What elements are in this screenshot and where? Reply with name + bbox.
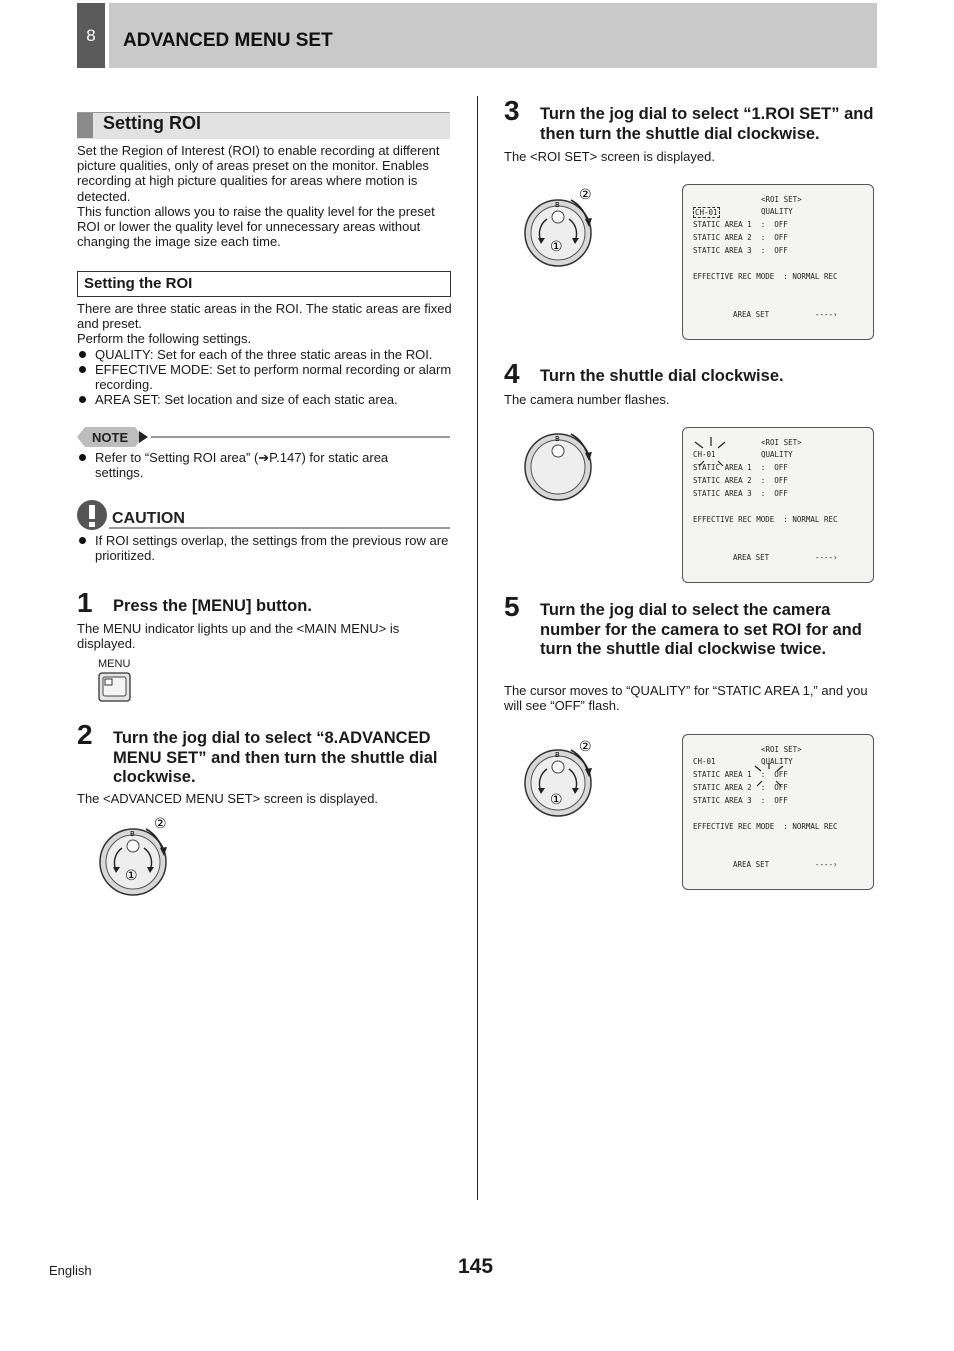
step-4-title: Turn the shuttle dial clockwise. — [540, 367, 784, 385]
intro-text — [77, 143, 451, 249]
note-badge-label: NOTE — [92, 430, 129, 445]
step-3-title: Turn the jog dial to select “1.ROI SET” and then turn the shuttle dial clockwise. — [540, 105, 874, 143]
section-heading-marker — [77, 113, 93, 138]
caution-header — [77, 500, 451, 532]
menu-button-icon — [98, 672, 132, 702]
step-5-desc: The cursor moves to “QUALITY” for “STATIC AREA 1,” and you will see “OFF” flash. — [504, 683, 868, 714]
svg-text:B: B — [555, 201, 560, 209]
svg-text:B: B — [555, 435, 560, 443]
dial-label-two: ② — [579, 187, 592, 203]
step-2-title: Turn the jog dial to select “8.ADVANCED MENU SET” and then turn the shuttle dial clockwise. — [113, 729, 438, 786]
note-header — [77, 426, 451, 448]
note-item: Refer to “Setting ROI area” (➔P.147) for static area settings. — [77, 450, 437, 480]
svg-text:B: B — [130, 830, 135, 838]
dial-label-one: ① — [125, 868, 138, 884]
menu-button-label: MENU — [98, 658, 131, 670]
step-1-number: 1 — [77, 587, 93, 618]
list-item: QUALITY: Set for each of the three static areas in the ROI. — [77, 347, 453, 362]
jog-shuttle-dial-icon — [521, 737, 601, 823]
note-arrow-icon — [139, 431, 148, 443]
shuttle-dial-icon — [521, 425, 601, 505]
dial-label-two: ② — [154, 816, 167, 832]
chapter-number: 8 — [77, 3, 105, 68]
caution-label: CAUTION — [112, 510, 185, 527]
step-5-title: Turn the jog dial to select the camera number for the camera to set ROI for and turn the shuttle dial clockwise twice. — [540, 601, 862, 658]
exclamation-bar — [89, 505, 95, 519]
intro-paragraph-1: Set the Region of Interest (ROI) to enable recording at different picture qualities, only of areas preset on the monitor. Enables recording at high picture qualities for areas where motion is detected. — [77, 143, 440, 204]
intro-paragraph-2: This function allows you to raise the quality level for the preset ROI or lower the quality level for unnecessary areas without changing the image size each time. — [77, 203, 435, 250]
roi-set-screen: <ROI SET> CH-01 QUALITY STATIC AREA 1 : OFF STATIC AREA 2 : OFF STATIC AREA 3 : OFF EFFECTIVE REC MODE : NORMAL REC AREA SET ----› — [682, 734, 874, 890]
step-3-number: 3 — [504, 95, 520, 126]
settings-list — [77, 347, 453, 408]
step-4-desc: The camera number flashes. — [504, 392, 670, 407]
roi-set-screen: <ROI SET> CH-01 QUALITY STATIC AREA 1 : OFF STATIC AREA 2 : OFF STATIC AREA 3 : OFF EFFECTIVE REC MODE : NORMAL REC AREA SET ----› — [682, 184, 874, 340]
subsection-paragraph-2: Perform the following settings. — [77, 331, 252, 347]
jog-shuttle-dial-icon — [96, 812, 176, 898]
note-list — [77, 450, 437, 480]
step-1-title: Press the [MENU] button. — [113, 597, 312, 615]
roi-set-screen: <ROI SET> CH-01 QUALITY STATIC AREA 1 : OFF STATIC AREA 2 : OFF STATIC AREA 3 : OFF EFFECTIVE REC MODE : NORMAL REC AREA SET ----› — [682, 427, 874, 583]
chapter-title: ADVANCED MENU SET — [123, 30, 333, 51]
column-divider — [477, 96, 478, 1200]
step-2-number: 2 — [77, 719, 93, 750]
footer-language: English — [49, 1263, 92, 1278]
page-number: 145 — [458, 1255, 494, 1278]
subsection-body — [77, 301, 453, 407]
step-5-number: 5 — [504, 591, 520, 622]
subsection-paragraph-1: There are three static areas in the ROI. The static areas are fixed and preset. — [77, 301, 452, 332]
dial-label-one: ① — [550, 239, 563, 255]
svg-text:B: B — [555, 751, 560, 759]
subsection-title: Setting the ROI — [84, 275, 193, 292]
step-4-number: 4 — [504, 358, 520, 389]
dial-label-one: ① — [550, 792, 563, 808]
jog-shuttle-dial-icon — [521, 183, 601, 269]
list-item: EFFECTIVE MODE: Set to perform normal recording or alarm recording. — [77, 362, 453, 392]
list-item: AREA SET: Set location and size of each static area. — [77, 392, 453, 407]
subsection-box — [77, 271, 451, 297]
exclamation-dot — [89, 522, 95, 527]
caution-list — [77, 533, 449, 563]
caution-item: If ROI settings overlap, the settings from the previous row are prioritized. — [77, 533, 449, 563]
step-1-desc: The MENU indicator lights up and the <MAIN MENU> is displayed. — [77, 621, 400, 652]
dial-label-two: ② — [579, 739, 592, 755]
step-2-desc: The <ADVANCED MENU SET> screen is displayed. — [77, 791, 379, 806]
step-3-desc: The <ROI SET> screen is displayed. — [504, 149, 715, 164]
section-title: Setting ROI — [103, 113, 201, 133]
